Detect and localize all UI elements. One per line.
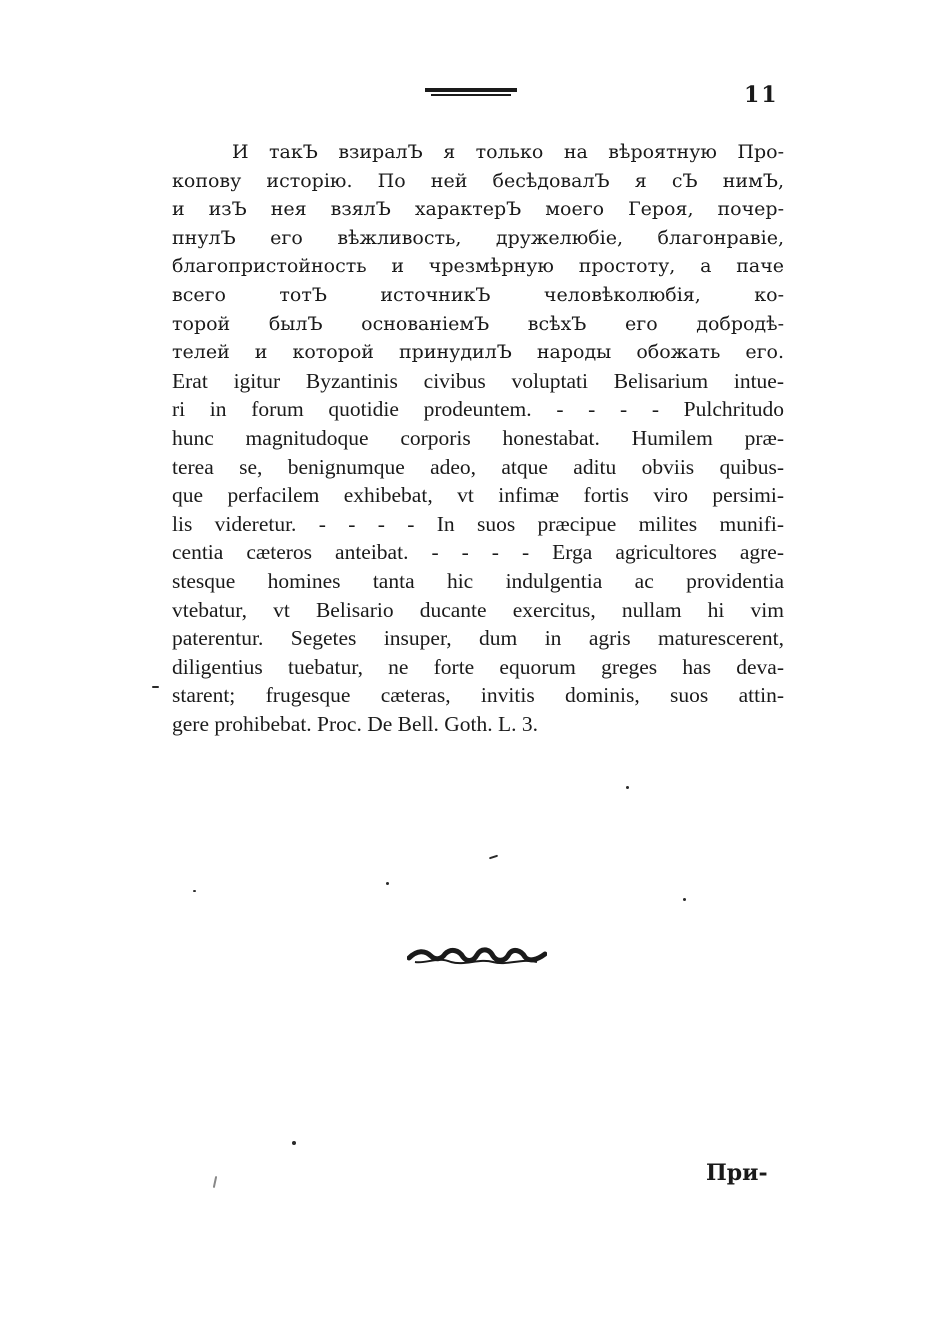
text-line: И такЪ взиралЪ я только на вѣроятную Про-: [232, 141, 784, 163]
body-text: [172, 138, 784, 738]
ornament-divider: [407, 944, 547, 968]
text-line: пнулЪ его вѣжливость, дружелюбіе, благонравіе,: [172, 226, 784, 249]
latin-quote-line: paterentur. Segetes insuper, dum in agris maturescerent,: [172, 626, 784, 651]
text-line: благопристойность и чрезмѣрную простоту, а паче: [172, 255, 784, 278]
latin-quote-line: ri in forum quotidie prodeuntem. - - - - Pulchritudo: [172, 397, 784, 422]
print-speck: [489, 855, 498, 860]
text-line: телей и которой принудилЪ народы обожать его.: [172, 341, 784, 364]
print-speck: [683, 898, 686, 901]
text-line: торой былЪ основаніемЪ всѣхЪ его добродѣ-: [172, 312, 784, 335]
header-rule-thick: [425, 88, 517, 92]
latin-quote-line: hunc magnitudoque corporis honestabat. Humilem præ-: [172, 425, 784, 450]
ornament-flourish: [409, 950, 545, 961]
print-speck: [626, 786, 629, 789]
latin-quote-line: que perfacilem exhibebat, vt infimæ fortis viro persimi-: [172, 483, 784, 508]
header-rule-thin: [431, 94, 511, 96]
latin-quote-line: vtebatur, vt Belisario ducante exercitus, nullam hi vim: [172, 597, 784, 622]
latin-quote-line: gere prohibebat. Proc. De Bell. Goth. L. 3.: [172, 711, 539, 736]
header-rule: [425, 88, 517, 97]
print-speck: [213, 1176, 217, 1188]
latin-quote-line: stesque homines tanta hic indulgentia ac providentia: [172, 568, 784, 593]
latin-quote-line: centia cæteros anteibat. - - - - Erga agricultores agre-: [172, 540, 784, 565]
latin-quote-line: starent; frugesque cæteras, invitis dominis, suos attin-: [172, 683, 784, 708]
text-line: копову исторію. По ней бесѣдовалЪ я сЪ нимЪ,: [172, 169, 784, 192]
page-number: 11: [744, 82, 779, 108]
catchword: При-: [706, 1160, 768, 1186]
text-line: всего тотЪ источникЪ человѣколюбія, ко-: [172, 283, 784, 306]
print-speck: [386, 882, 389, 885]
latin-quote-line: terea se, benignumque adeo, atque aditu obviis quibus-: [172, 454, 784, 479]
print-speck: [152, 686, 159, 688]
latin-quote-line: diligentius tuebatur, ne forte equorum greges has deva-: [172, 654, 784, 679]
latin-quote-line: Erat igitur Byzantinis civibus voluptati Belisarium intue-: [172, 368, 784, 393]
text-line: и изЪ нея взялЪ характерЪ моего Героя, почер-: [172, 198, 784, 221]
latin-quote-line: lis videretur. - - - - In suos præcipue milites munifi-: [172, 511, 784, 536]
print-speck: [193, 890, 196, 892]
print-speck: [292, 1141, 296, 1145]
